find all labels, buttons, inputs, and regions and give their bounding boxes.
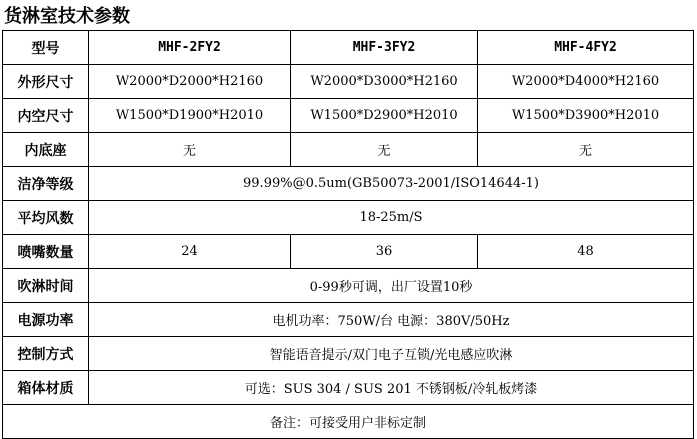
table-row-avg-wind bbox=[3, 201, 694, 235]
row-label-shower-time: 吹淋时间 bbox=[3, 269, 89, 303]
outer-size-cell: W2000*D2000*H2160 bbox=[89, 65, 291, 99]
model-name-cell: MHF-3FY2 bbox=[291, 31, 478, 65]
row-label-inner-size: 内空尺寸 bbox=[3, 99, 89, 133]
nozzle-count-cell: 48 bbox=[478, 235, 694, 269]
row-label-model: 型号 bbox=[3, 31, 89, 65]
inner-base-cell: 无 bbox=[478, 133, 694, 167]
outer-size-cell: W2000*D4000*H2160 bbox=[478, 65, 694, 99]
nozzle-count-cell: 24 bbox=[89, 235, 291, 269]
spec-table bbox=[2, 30, 694, 439]
control-cell: 智能语音提示/双门电子互锁/光电感应吹淋 bbox=[89, 337, 694, 371]
material-cell: 可选：SUS 304 / SUS 201 不锈钢板/冷轧板烤漆 bbox=[89, 371, 694, 405]
model-name-cell: MHF-2FY2 bbox=[89, 31, 291, 65]
row-label-avg-wind: 平均风数 bbox=[3, 201, 89, 235]
table-row-material bbox=[3, 371, 694, 405]
table-row-power bbox=[3, 303, 694, 337]
inner-size-cell: W1500*D1900*H2010 bbox=[89, 99, 291, 133]
power-cell: 电机功率：750W/台 电源：380V/50Hz bbox=[89, 303, 694, 337]
row-label-material: 箱体材质 bbox=[3, 371, 89, 405]
inner-size-cell: W1500*D3900*H2010 bbox=[478, 99, 694, 133]
row-label-outer-size: 外形尺寸 bbox=[3, 65, 89, 99]
inner-base-cell: 无 bbox=[89, 133, 291, 167]
model-name-cell: MHF-4FY2 bbox=[478, 31, 694, 65]
shower-time-cell: 0-99秒可调，出厂设置10秒 bbox=[89, 269, 694, 303]
table-row-control bbox=[3, 337, 694, 371]
table-row-inner-size bbox=[3, 99, 694, 133]
inner-size-cell: W1500*D2900*H2010 bbox=[291, 99, 478, 133]
row-label-clean-level: 洁净等级 bbox=[3, 167, 89, 201]
row-label-inner-base: 内底座 bbox=[3, 133, 89, 167]
nozzle-count-cell: 36 bbox=[291, 235, 478, 269]
clean-level-cell: 99.99%@0.5um(GB50073-2001/ISO14644-1) bbox=[89, 167, 694, 201]
table-row-inner-base bbox=[3, 133, 694, 167]
page-title: 货淋室技术参数 bbox=[4, 6, 130, 27]
note-cell: 备注：可接受用户非标定制 bbox=[3, 405, 694, 439]
table-row-outer-size bbox=[3, 65, 694, 99]
outer-size-cell: W2000*D3000*H2160 bbox=[291, 65, 478, 99]
inner-base-cell: 无 bbox=[291, 133, 478, 167]
table-row-clean-level bbox=[3, 167, 694, 201]
table-row-shower-time bbox=[3, 269, 694, 303]
row-label-control: 控制方式 bbox=[3, 337, 89, 371]
row-label-nozzles: 喷嘴数量 bbox=[3, 235, 89, 269]
table-row-model bbox=[3, 31, 694, 65]
avg-wind-cell: 18-25m/S bbox=[89, 201, 694, 235]
row-label-power: 电源功率 bbox=[3, 303, 89, 337]
table-row-note bbox=[3, 405, 694, 439]
table-row-nozzles bbox=[3, 235, 694, 269]
